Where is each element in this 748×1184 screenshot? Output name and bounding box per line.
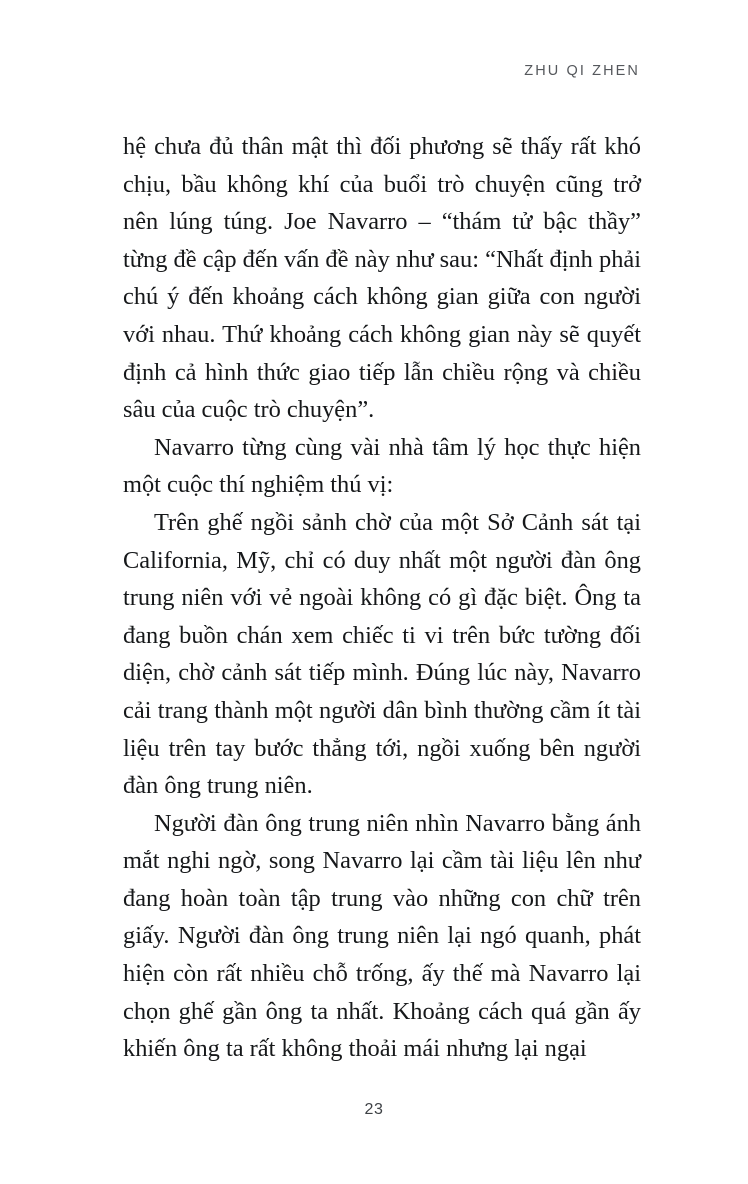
paragraph: Người đàn ông trung niên nhìn Navarro bằng ánh mắt nghi ngờ, song Navarro lại cầm tài liệu lên như đang hoàn toàn tập trung vào những con chữ trên giấy. Người đàn ông trung niên lại ngó quanh, phát hiện còn rất nhiều chỗ trống, ấy thế mà Navarro lại chọn ghế gần ông ta nhất. Khoảng cách quá gần ấy khiến ông ta rất không thoải mái nhưng lại ngại — [123, 809, 641, 1063]
paragraph: hệ chưa đủ thân mật thì đối phương sẽ thấy rất khó chịu, bầu không khí của buổi trò chuyện cũng trở nên lúng túng. Joe Navarro – “thám tử bậc thầy” từng đề cập đến vấn đề này như sau: “Nhất định phải chú ý đến khoảng cách không gian giữa con người với nhau. Thứ khoảng cách không gian này sẽ quyết định cả hình thức giao tiếp lẫn chiều rộng và chiều sâu của cuộc trò chuyện”. — [123, 133, 641, 424]
paragraph: Trên ghế ngồi sảnh chờ của một Sở Cảnh sát tại California, Mỹ, chỉ có duy nhất một người đàn ông trung niên với vẻ ngoài không có gì đặc biệt. Ông ta đang buồn chán xem chiếc ti vi trên bức tường đối diện, chờ cảnh sát tiếp mình. Đúng lúc này, Navarro cải trang thành một người dân bình thường cầm ít tài liệu trên tay bước thẳng tới, ngồi xuống bên người đàn ông trung niên. — [123, 508, 641, 800]
paragraph: Navarro từng cùng vài nhà tâm lý học thực hiện một cuộc thí nghiệm thú vị: — [123, 433, 641, 499]
body-text-block — [123, 128, 641, 1068]
running-head: ZHU QI ZHEN — [524, 63, 640, 79]
page-number: 23 — [364, 1101, 384, 1118]
